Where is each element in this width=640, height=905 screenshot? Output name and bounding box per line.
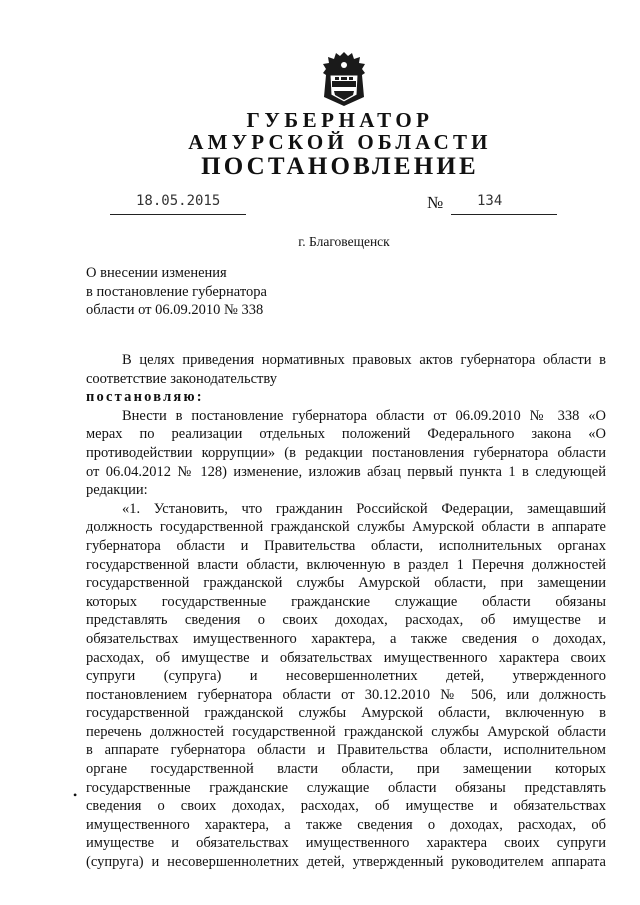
body-line: в аппарате губернатора области и Правительства области, исполнительном	[86, 742, 606, 759]
body-line: «1. Установить, что гражданин Российской Федерации, замещавший	[122, 500, 606, 517]
issuer-title: ГУБЕРНАТОР	[246, 108, 434, 132]
document-type-title: ПОСТАНОВЛЕНИЕ	[201, 153, 479, 180]
coat-of-arms-icon	[322, 51, 366, 107]
body-line: от 06.04.2012 № 128) изменение, изложив абзац первый пункта 1 в следующей	[86, 463, 606, 480]
body-line: Внести в постановление губернатора области от 06.09.2010 № 338 «О	[122, 407, 606, 424]
document-date: 18.05.2015	[136, 193, 221, 209]
document-subject	[86, 264, 346, 320]
date-field	[110, 194, 246, 215]
body-line: должность государственной гражданской службы Амурской области в аппарате	[86, 519, 606, 536]
body-line: обязательствах имущественного характера, а также сведения о доходах,	[86, 630, 606, 647]
document-body	[86, 351, 606, 872]
number-sign: №	[427, 193, 444, 212]
city-label: г. Благовещенск	[298, 234, 390, 249]
preamble-line: соответствие законодательству	[86, 370, 277, 387]
body-line: государственной гражданской службы Амурской области, включенную в	[86, 705, 606, 722]
body-line: сведения о своих доходах, расходах, об имуществе и обязательствах	[86, 798, 606, 815]
body-line: имуществе и обязательствах имущественного характера своих супруги	[86, 835, 606, 852]
body-line: которых государственные гражданские служащие области обязаны	[86, 593, 606, 610]
body-line: представлять сведения о своих доходах, расходах, об имуществе и	[86, 612, 606, 629]
body-line: имущественного характера, а также сведения о доходах, расходах, об	[86, 816, 606, 833]
body-line: редакции:	[86, 482, 148, 499]
body-line: государственной гражданской службы Амурской области, при замещении	[86, 575, 606, 592]
body-line: органе государственной власти области, при замещении которых	[86, 761, 606, 778]
resolve-word: постановляю:	[86, 389, 204, 406]
stray-mark: •	[73, 788, 78, 802]
body-line: государственные гражданские служащие области обязаны представлять	[86, 779, 606, 796]
preamble-line: В целях приведения нормативных правовых актов губернатора области в	[122, 352, 606, 368]
subject-line: области от 06.09.2010 № 338	[86, 302, 264, 318]
body-line: губернатора области и Правительства области, исполнительных органах	[86, 537, 606, 554]
body-line: расходах, об имуществе и обязательствах имущественного характера своих	[86, 649, 606, 666]
subject-line: О внесении изменения	[86, 265, 227, 281]
document-number: 134	[477, 193, 503, 209]
issuer-region: АМУРСКОЙ ОБЛАСТИ	[188, 130, 492, 154]
body-line: противодействии коррупции» (в редакции постановления губернатора области	[86, 444, 606, 461]
body-line: перечень должностей государственной гражданской службы Амурской области	[86, 723, 606, 740]
subject-line: в постановление губернатора	[86, 283, 267, 300]
body-line: мерах по реализации отдельных положений Федерального закона «О	[86, 426, 606, 443]
body-line: постановлением губернатора области от 30.12.2010 № 506, или должность	[86, 686, 606, 703]
body-line: государственной власти области, включенную в раздел 1 Перечня должностей	[86, 556, 606, 573]
number-field	[451, 194, 557, 215]
body-line: (супруга) и несовершеннолетних детей, утвержденный руководителем аппарата	[86, 854, 606, 871]
body-line: супруги (супруга) и несовершеннолетних детей, утвержденного	[86, 668, 606, 685]
